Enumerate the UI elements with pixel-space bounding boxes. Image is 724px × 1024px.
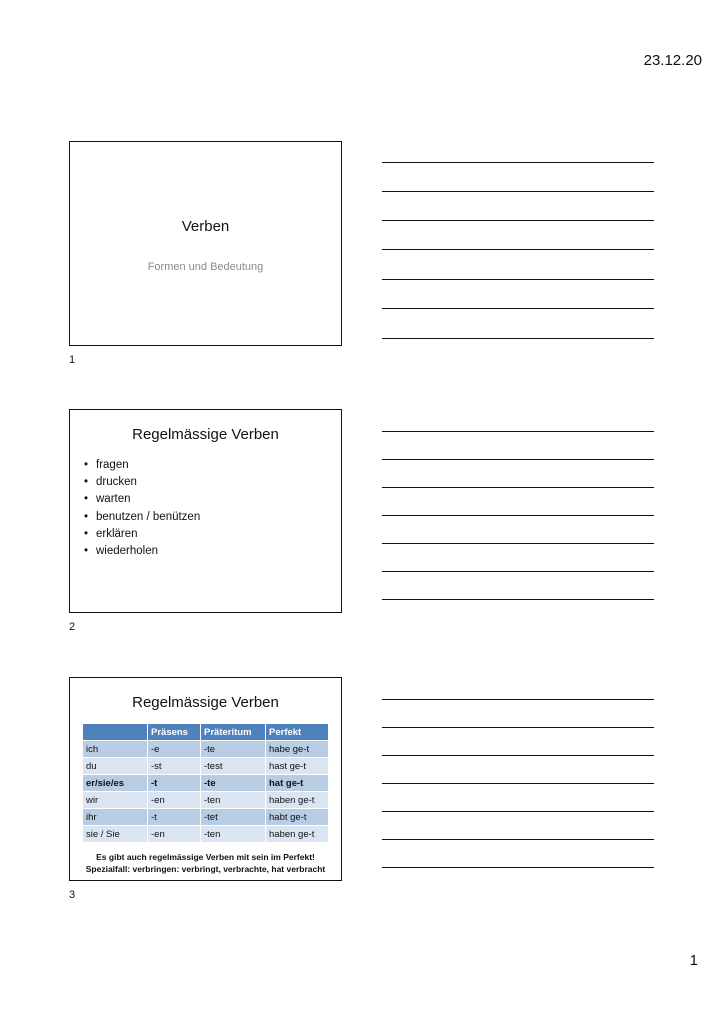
table-cell: -tet (201, 809, 266, 826)
verb-conjugation-table (83, 724, 329, 842)
note-line-2: Spezialfall: verbringen: verbringt, verbrachte, hat verbracht (85, 864, 326, 874)
column-header: Präteritum (201, 724, 266, 741)
note-line (382, 571, 654, 572)
table-cell: ich (83, 741, 148, 758)
note-line (382, 162, 654, 163)
bullet-item: • warten (84, 491, 200, 508)
slide-2-thumbnail (69, 409, 342, 613)
bullet-item: • fragen (84, 457, 200, 474)
bullet-item: • wiederholen (84, 543, 200, 560)
note-line (382, 543, 654, 544)
note-line (382, 220, 654, 221)
page-number: 1 (689, 952, 698, 969)
slide-1-title: Verben (181, 218, 230, 235)
slide-2-bullet-list (84, 457, 200, 560)
note-line (382, 783, 654, 784)
table-cell: hast ge-t (266, 758, 329, 775)
table-cell: du (83, 758, 148, 775)
column-header: Perfekt (266, 724, 329, 741)
print-date: 23.12.20 (643, 52, 702, 69)
table-row (83, 758, 329, 775)
table-row (83, 826, 329, 843)
slide-3-number: 3 (69, 889, 76, 901)
slide-2-title: Regelmässige Verben (132, 426, 279, 443)
table-row (83, 741, 329, 758)
bullet-item: • drucken (84, 474, 200, 491)
table-row (83, 809, 329, 826)
table-cell: -ten (201, 826, 266, 843)
slide-3-title: Regelmässige Verben (132, 694, 279, 711)
column-header (83, 724, 148, 741)
table-cell: -st (148, 758, 201, 775)
note-line-1: Es gibt auch regelmässige Verben mit sein im Perfekt! (96, 852, 315, 862)
note-line (382, 279, 654, 280)
table-cell: -ten (201, 792, 266, 809)
table-cell: -en (148, 792, 201, 809)
note-line (382, 699, 654, 700)
note-line (382, 249, 654, 250)
table-cell: habe ge-t (266, 741, 329, 758)
table-cell: er/sie/es (83, 775, 148, 792)
note-line (382, 727, 654, 728)
note-line (382, 755, 654, 756)
table-cell: -t (148, 775, 201, 792)
slide-1-subtitle: Formen und Bedeutung (147, 261, 264, 273)
table-cell: -test (201, 758, 266, 775)
table-cell: ihr (83, 809, 148, 826)
table-cell: haben ge-t (266, 826, 329, 843)
note-line (382, 191, 654, 192)
slide-3-note (70, 851, 341, 875)
table-cell: sie / Sie (83, 826, 148, 843)
table-row (83, 775, 329, 792)
note-line (382, 599, 654, 600)
table-cell: hat ge-t (266, 775, 329, 792)
note-line (382, 515, 654, 516)
slide-1-thumbnail (69, 141, 342, 346)
table-cell: -t (148, 809, 201, 826)
table-cell: wir (83, 792, 148, 809)
note-line (382, 487, 654, 488)
bullet-item: • benutzen / benützen (84, 509, 200, 526)
slide-3-thumbnail (69, 677, 342, 881)
table-cell: -te (201, 775, 266, 792)
note-line (382, 308, 654, 309)
slide-1-number: 1 (69, 354, 76, 366)
table-cell: haben ge-t (266, 792, 329, 809)
note-line (382, 459, 654, 460)
table-cell: habt ge-t (266, 809, 329, 826)
bullet-item: • erklären (84, 526, 200, 543)
table-cell: -te (201, 741, 266, 758)
note-line (382, 839, 654, 840)
table-row (83, 792, 329, 809)
slide-2-number: 2 (69, 621, 76, 633)
table-cell: -en (148, 826, 201, 843)
note-line (382, 338, 654, 339)
note-line (382, 431, 654, 432)
table-cell: -e (148, 741, 201, 758)
note-line (382, 811, 654, 812)
note-line (382, 867, 654, 868)
column-header: Präsens (148, 724, 201, 741)
table-header-row (83, 724, 329, 741)
